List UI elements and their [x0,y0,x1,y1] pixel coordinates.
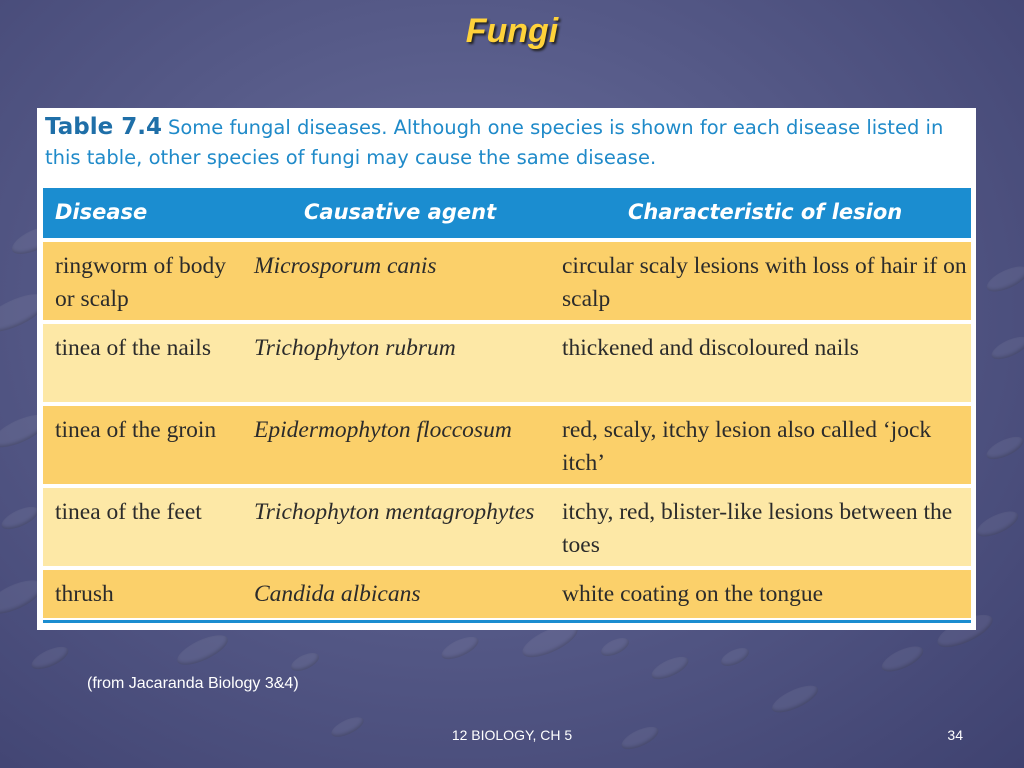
header-disease: Disease [55,200,148,224]
cell-agent: Epidermophyton floccosum [254,417,512,443]
fungal-diseases-table [43,188,971,618]
table-number: Table 7.4 [45,114,162,140]
cell-agent: Microsporum canis [254,253,437,279]
slide-number: 34 [947,727,963,743]
cell-lesion: red, scaly, itchy lesion also called ‘jock itch’ [562,417,932,476]
background-decoration [769,680,822,717]
table-figure [37,108,976,630]
background-decoration [878,641,926,676]
table-caption-text: Some fungal diseases. Although one species is shown for each disease listed in this table, other species of fungi may cause the same disease. [45,116,944,169]
table-row [43,406,971,484]
background-decoration [988,332,1024,363]
table-row [43,488,971,566]
cell-disease: tinea of the nails [55,335,211,361]
background-decoration [288,649,321,674]
source-citation: (from Jacaranda Biology 3&4) [87,675,299,692]
background-decoration [598,634,631,659]
table-header-row [43,188,971,238]
cell-lesion: itchy, red, blister-like lesions between the toes [562,499,953,558]
table-row [43,570,971,618]
cell-disease: thrush [55,581,114,607]
background-decoration [983,432,1024,463]
cell-lesion: white coating on the tongue [562,581,824,607]
cell-agent: Trichophyton mentagrophytes [254,499,535,525]
table-row [43,324,971,402]
table-bottom-rule [43,620,971,623]
table-row [43,242,971,320]
cell-lesion: thickened and discoloured nails [562,335,859,361]
background-decoration [0,502,42,533]
header-characteristic-of-lesion: Characteristic of lesion [628,200,903,224]
slide-title: Fungi [465,12,559,50]
background-decoration [438,632,481,663]
background-decoration [173,629,231,670]
background-decoration [973,506,1021,541]
background-decoration [718,644,751,669]
cell-agent: Candida albicans [254,581,421,607]
cell-disease: tinea of the groin [55,417,217,443]
cell-disease: tinea of the feet [55,499,202,525]
table-caption [45,112,970,173]
cell-agent: Trichophyton rubrum [254,335,456,361]
background-decoration [648,652,691,683]
background-decoration [983,261,1024,296]
slide-footer: 12 BIOLOGY, CH 5 [451,727,573,743]
cell-disease: ringworm of body or scalp [55,253,227,312]
background-decoration [28,642,71,673]
header-causative-agent: Causative agent [304,200,497,224]
cell-lesion: circular scaly lesions with loss of hair if on scalp [562,253,967,312]
